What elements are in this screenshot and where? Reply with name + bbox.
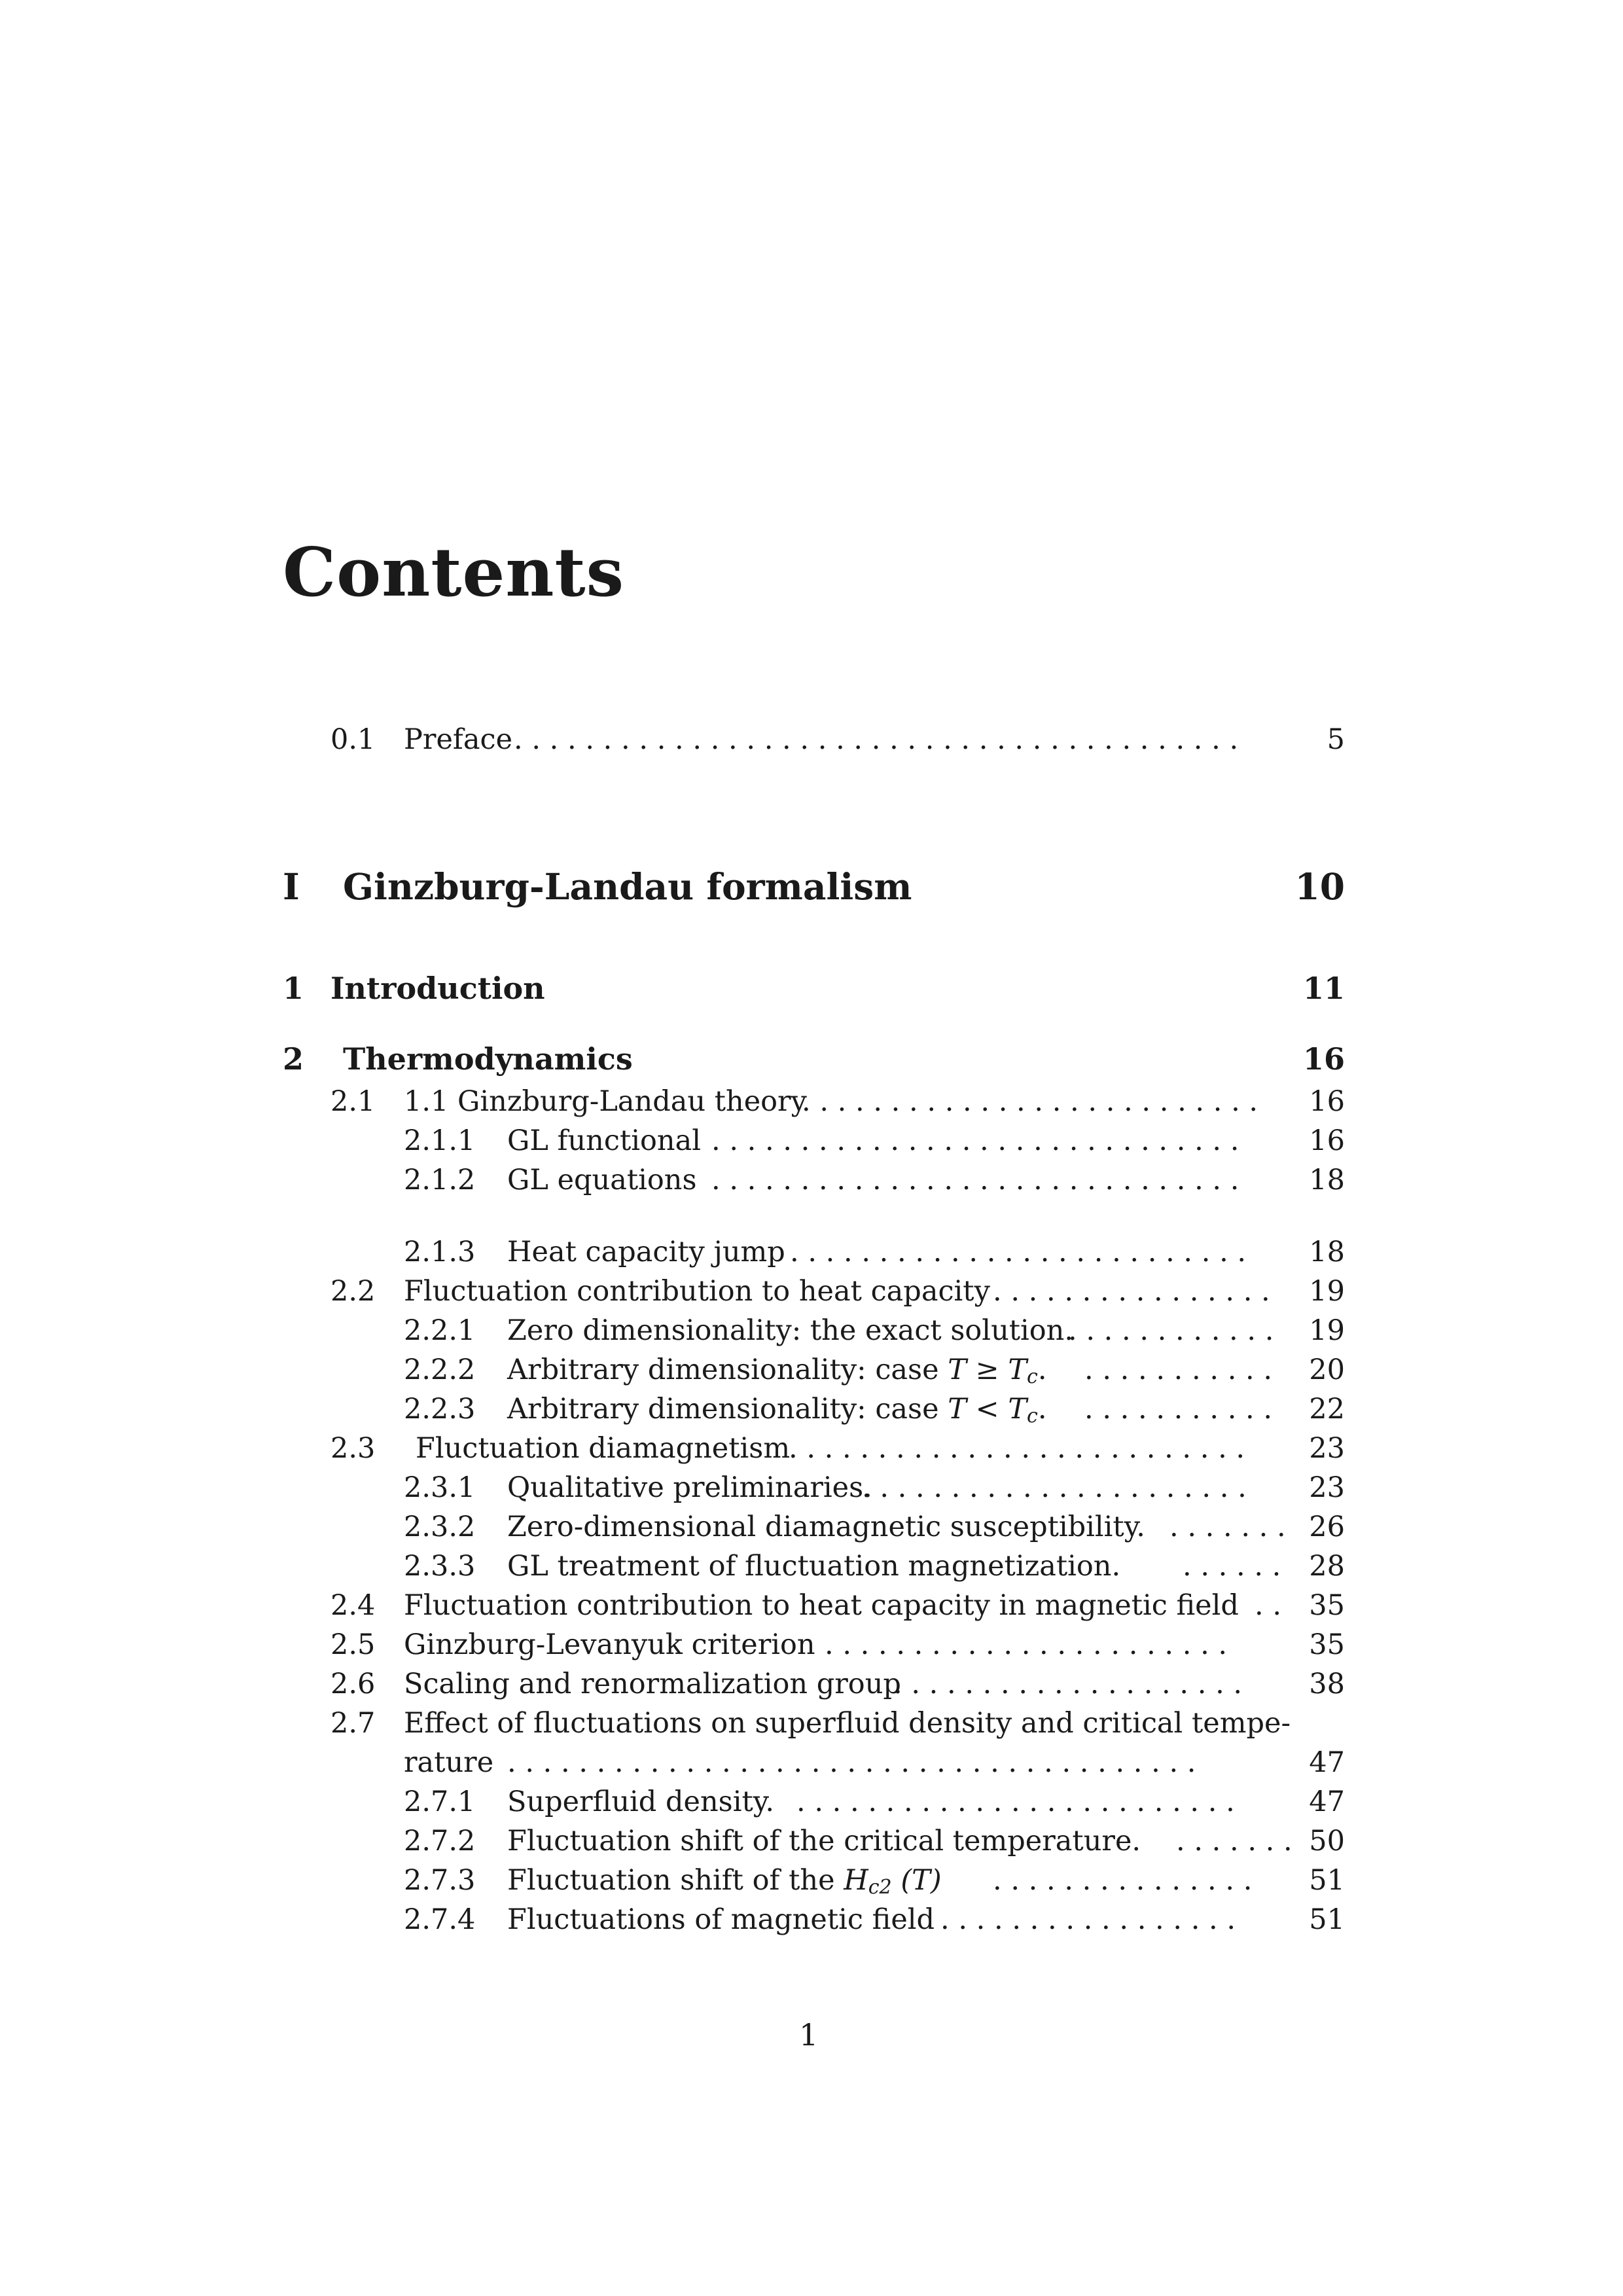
toc-subsection[interactable]: 2.3.3 GL treatment of fluctuation magnetization. . . . . . . 28 xyxy=(404,1547,1345,1586)
toc-chapter-2[interactable] xyxy=(283,1039,1345,1079)
toc-entry-page: 5 xyxy=(1327,723,1345,756)
toc-entry-number: 2.6 xyxy=(330,1668,376,1700)
toc-chapter-number: 1 xyxy=(283,971,304,1006)
toc-chapter-number: 2 xyxy=(283,1041,304,1077)
toc-entry-label: Ginzburg-Levanyuk criterion xyxy=(404,1628,815,1661)
toc-entry-number: 2.2 xyxy=(330,1275,376,1308)
toc-entry-page: 50 xyxy=(1309,1825,1345,1857)
toc-chapter-1[interactable] xyxy=(283,969,1345,1008)
toc-entry-number: 2.1 xyxy=(330,1085,376,1118)
toc-entry-label: Heat capacity jump xyxy=(507,1236,785,1268)
toc-entry-number: 2.7 xyxy=(330,1707,376,1740)
toc-subsection[interactable]: 2.1.2 GL equations . . . . . . . . . . . . . . . . . . . . . . . . . . . . . . 18 xyxy=(404,1160,1345,1200)
toc-entry-page: 38 xyxy=(1309,1668,1345,1700)
toc-section[interactable]: 2.6 Scaling and renormalization group . . . . . . . . . . . . . . . . . . . . 38 xyxy=(330,1664,1345,1704)
toc-entry-number: 0.1 xyxy=(330,723,376,756)
toc-entry-label: GL treatment of fluctuation magnetization. xyxy=(507,1550,1121,1583)
toc-entry-page: 19 xyxy=(1309,1275,1345,1308)
toc-section[interactable]: 2.7 Effect of fluctuations on superfluid density and critical tempe- rature . . . . . . . . . . . . . . . . . . . . . . . . . . . . . . . . . . . . . . . 47 xyxy=(330,1704,1345,1782)
toc-entry-page: 18 xyxy=(1309,1236,1345,1268)
toc-section[interactable]: 2.3 Fluctuation diamagnetism . . . . . . . . . . . . . . . . . . . . . . . . . . 23 xyxy=(330,1429,1345,1468)
toc-entry-label: Arbitrary dimensionality: case $T \ge T_c$. xyxy=(507,1354,1047,1389)
toc-entry-number: 2.2.2 xyxy=(404,1354,476,1386)
toc-entry-label: Fluctuation shift of the $H_{c2}$ (T) xyxy=(507,1864,942,1899)
toc-entry-page: 23 xyxy=(1309,1432,1345,1465)
toc-entry-number: 2.7.3 xyxy=(404,1864,476,1897)
toc-section[interactable]: 2.2 Fluctuation contribution to heat capacity . . . . . . . . . . . . . . . . 19 xyxy=(330,1272,1345,1311)
toc-entry-label: Qualitative preliminaries. xyxy=(507,1471,872,1504)
toc-entry-number: 2.7.2 xyxy=(404,1825,476,1857)
toc-subsection[interactable]: 2.3.1 Qualitative preliminaries. . . . . . . . . . . . . . . . . . . . . . . 23 xyxy=(404,1468,1345,1507)
toc-entry-page: 28 xyxy=(1309,1550,1345,1583)
toc-section[interactable]: 2.1 1.1 Ginzburg-Landau theory . . . . . . . . . . . . . . . . . . . . . . . . . . 16 xyxy=(330,1082,1345,1121)
toc-entry-page: 47 xyxy=(1309,1746,1345,1779)
toc-entry-label: Superfluid density. xyxy=(507,1785,775,1818)
toc-entry-number: 2.3.1 xyxy=(404,1471,476,1504)
toc-entry-label: Arbitrary dimensionality: case $T < T_c$. xyxy=(507,1393,1047,1428)
toc-entry-number: 2.1.1 xyxy=(404,1124,476,1157)
toc-section[interactable]: 2.5 Ginzburg-Levanyuk criterion . . . . . . . . . . . . . . . . . . . . . . . 35 xyxy=(330,1625,1345,1664)
toc-entry-number: 2.1.2 xyxy=(404,1164,476,1196)
toc-entry-label: Zero-dimensional diamagnetic susceptibility. xyxy=(507,1511,1145,1543)
toc-entry-label: GL equations xyxy=(507,1164,697,1196)
toc-subsection[interactable]: 2.7.3 Fluctuation shift of the $H_{c2}$ (T) . . . . . . . . . . . . . . . 51 xyxy=(404,1861,1345,1900)
toc-entry-preface[interactable]: 0.1 Preface . . . . . . . . . . . . . . . . . . . . . . . . . . . . . . . . . . . . . . . . . 5 xyxy=(330,720,1345,759)
toc-entry-label: Fluctuation contribution to heat capacity in magnetic field xyxy=(404,1589,1239,1622)
toc-entry-number: 2.3.2 xyxy=(404,1511,476,1543)
toc-entry-number: 2.2.3 xyxy=(404,1393,476,1426)
toc-chapter-label: Introduction xyxy=(330,971,545,1006)
toc-entry-label: GL functional xyxy=(507,1124,701,1157)
page-number: 1 xyxy=(799,2017,819,2053)
toc-part-label: Ginzburg-Landau formalism xyxy=(343,865,912,908)
toc-entry-page: 23 xyxy=(1309,1471,1345,1504)
toc-entry-page: 51 xyxy=(1309,1903,1345,1936)
toc-entry-label: Zero dimensionality: the exact solution. xyxy=(507,1314,1074,1347)
toc-entry-number: 2.5 xyxy=(330,1628,376,1661)
toc-entry-label: Preface xyxy=(404,723,513,756)
toc-subsection[interactable]: 2.1.1 GL functional . . . . . . . . . . . . . . . . . . . . . . . . . . . . . . 16 xyxy=(404,1121,1345,1160)
toc-entry-label: Fluctuations of magnetic field xyxy=(507,1903,935,1936)
toc-entry-number: 2.7.1 xyxy=(404,1785,476,1818)
toc-entry-page: 35 xyxy=(1309,1628,1345,1661)
toc-section[interactable]: 2.4 Fluctuation contribution to heat capacity in magnetic field . . 35 xyxy=(330,1586,1345,1625)
toc-entry-number: 2.2.1 xyxy=(404,1314,476,1347)
toc-entry-label: 1.1 Ginzburg-Landau theory xyxy=(404,1085,807,1118)
toc-entry-label: Scaling and renormalization group xyxy=(404,1668,901,1700)
toc-chapter-page: 11 xyxy=(1302,971,1345,1006)
toc-entry-label: Fluctuation contribution to heat capacity xyxy=(404,1275,990,1308)
toc-entry-page: 18 xyxy=(1309,1164,1345,1196)
toc-entry-number: 2.4 xyxy=(330,1589,376,1622)
toc-entry-page: 26 xyxy=(1309,1511,1345,1543)
toc-part-number: I xyxy=(283,865,300,908)
toc-part-i[interactable] xyxy=(283,861,1345,913)
toc-entry-number: 2.1.3 xyxy=(404,1236,476,1268)
toc-entry-page: 35 xyxy=(1309,1589,1345,1622)
toc-entry-page: 47 xyxy=(1309,1785,1345,1818)
toc-entry-label: Fluctuation shift of the critical temperature. xyxy=(507,1825,1141,1857)
toc-entry-page: 51 xyxy=(1309,1864,1345,1897)
toc-part-page: 10 xyxy=(1294,865,1345,908)
toc-subsection[interactable]: 2.7.2 Fluctuation shift of the critical temperature. . . . . . . . 50 xyxy=(404,1821,1345,1861)
toc-entry-number: 2.3 xyxy=(330,1432,376,1465)
toc-subsection[interactable]: 2.1.3 Heat capacity jump . . . . . . . . . . . . . . . . . . . . . . . . . . 18 xyxy=(404,1232,1345,1272)
toc-entry-number: 2.3.3 xyxy=(404,1550,476,1583)
toc-entry-page: 22 xyxy=(1309,1393,1345,1426)
toc-chapter-label: Thermodynamics xyxy=(343,1041,633,1077)
page-title: Contents xyxy=(283,533,625,612)
toc-entry-label-continued: rature xyxy=(404,1746,494,1779)
toc-entry-page: 20 xyxy=(1309,1354,1345,1386)
toc-entry-page: 16 xyxy=(1309,1124,1345,1157)
toc-entry-page: 16 xyxy=(1309,1085,1345,1118)
toc-entry-number: 2.7.4 xyxy=(404,1903,476,1936)
toc-subsection[interactable]: 2.2.1 Zero dimensionality: the exact solution. . . . . . . . . . . . . 19 xyxy=(404,1311,1345,1350)
toc-subsection[interactable]: 2.2.3 Arbitrary dimensionality: case $T < T_c$. . . . . . . . . . . . 22 xyxy=(404,1390,1345,1429)
toc-entry-label: Effect of fluctuations on superfluid density and critical tempe- xyxy=(404,1707,1291,1740)
toc-chapter-page: 16 xyxy=(1302,1041,1345,1077)
toc-subsection[interactable]: 2.7.1 Superfluid density. . . . . . . . . . . . . . . . . . . . . . . . . . 47 xyxy=(404,1782,1345,1821)
toc-subsection[interactable]: 2.2.2 Arbitrary dimensionality: case $T \ge T_c$. . . . . . . . . . . . 20 xyxy=(404,1350,1345,1390)
toc-subsection[interactable]: 2.3.2 Zero-dimensional diamagnetic susceptibility. . . . . . . . 26 xyxy=(404,1507,1345,1547)
toc-entry-label: Fluctuation diamagnetism xyxy=(416,1432,791,1465)
toc-entry-page: 19 xyxy=(1309,1314,1345,1347)
toc-subsection[interactable]: 2.7.4 Fluctuations of magnetic field . . . . . . . . . . . . . . . . . 51 xyxy=(404,1900,1345,1939)
